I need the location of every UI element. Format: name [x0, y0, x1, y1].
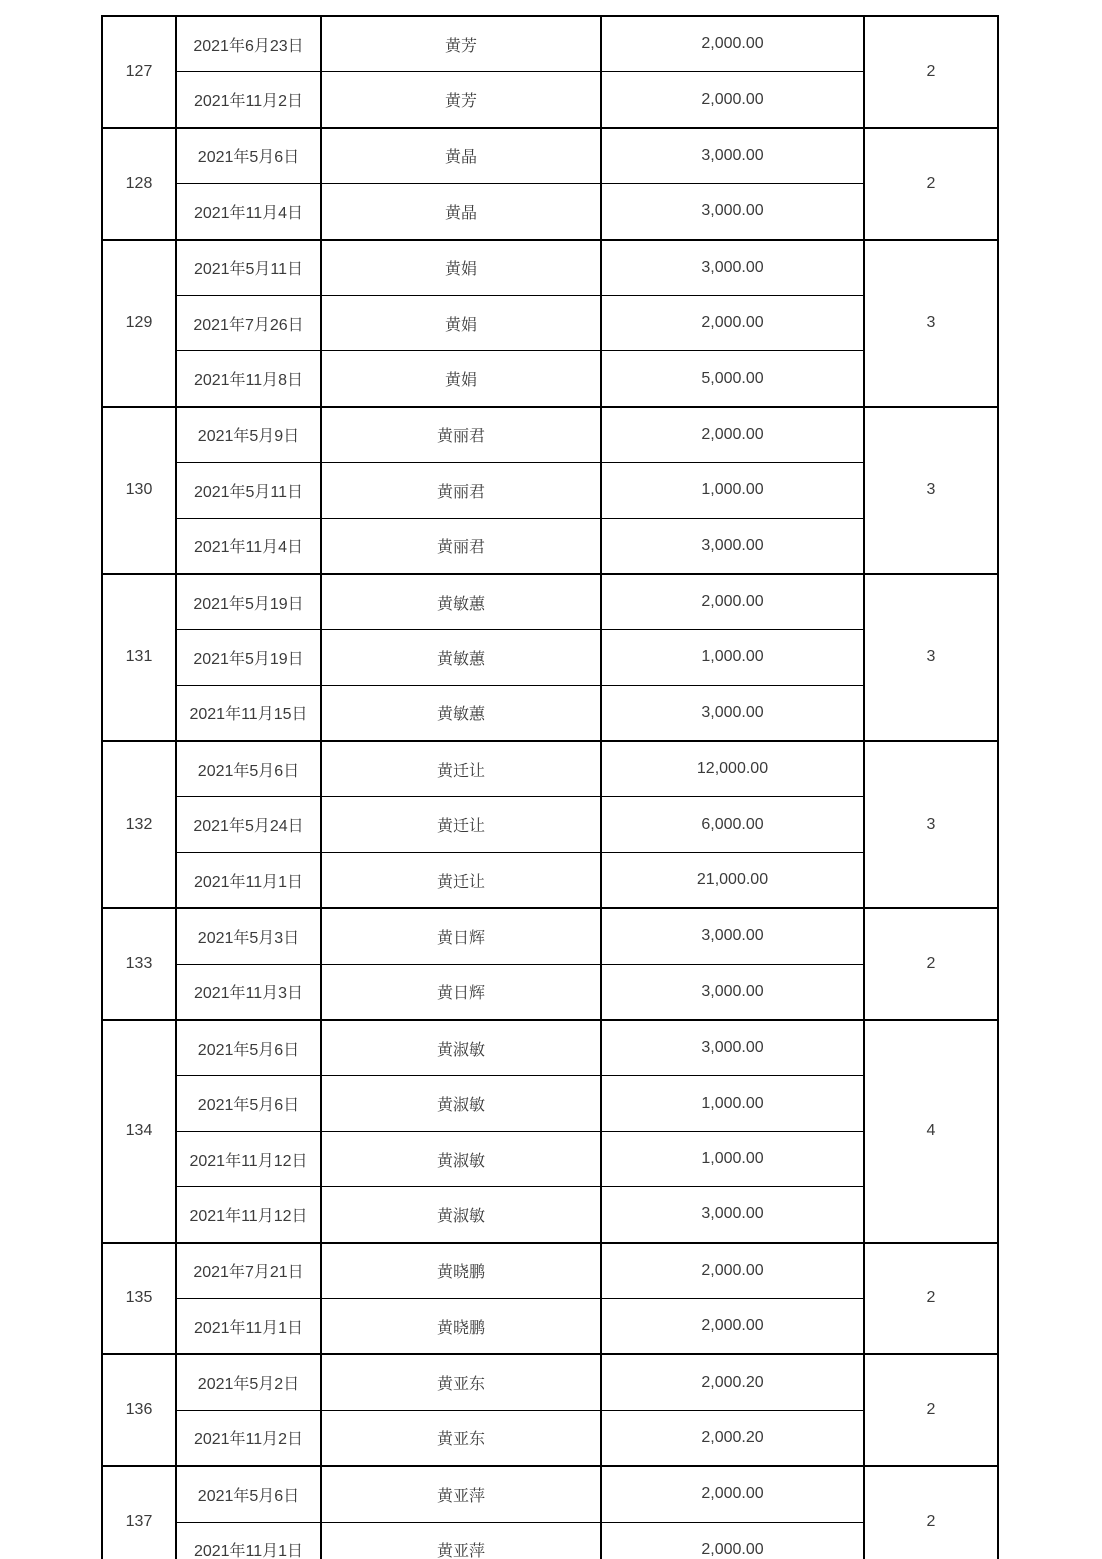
- table-row: [102, 184, 998, 240]
- amount-cell: 2,000.00: [601, 16, 864, 72]
- row-index-cell: 127: [102, 16, 176, 128]
- count-cell: 3: [864, 741, 998, 908]
- amount-cell: 2,000.00: [601, 407, 864, 463]
- name-cell: 黄敏蕙: [321, 630, 601, 685]
- count-cell: 2: [864, 16, 998, 128]
- row-index-cell: 135: [102, 1243, 176, 1355]
- row-index-cell: 131: [102, 574, 176, 741]
- table-row: [102, 463, 998, 518]
- date-cell: 2021年11月4日: [176, 518, 321, 574]
- name-cell: 黄亚萍: [321, 1466, 601, 1522]
- date-cell: 2021年5月11日: [176, 463, 321, 518]
- count-cell: 2: [864, 1354, 998, 1466]
- amount-cell: 2,000.00: [601, 1522, 864, 1559]
- name-cell: 黄晶: [321, 184, 601, 240]
- date-cell: 2021年5月9日: [176, 407, 321, 463]
- row-index-cell: 130: [102, 407, 176, 574]
- date-cell: 2021年11月1日: [176, 1522, 321, 1559]
- name-cell: 黄日辉: [321, 908, 601, 964]
- name-cell: 黄丽君: [321, 463, 601, 518]
- name-cell: 黄淑敏: [321, 1187, 601, 1243]
- amount-cell: 1,000.00: [601, 1131, 864, 1186]
- table-row: [102, 741, 998, 797]
- table-row: [102, 964, 998, 1020]
- date-cell: 2021年5月11日: [176, 240, 321, 296]
- count-cell: 2: [864, 1466, 998, 1559]
- table-row: [102, 1466, 998, 1522]
- table-row: [102, 351, 998, 407]
- count-cell: 3: [864, 407, 998, 574]
- table-row: [102, 1522, 998, 1559]
- table-row: [102, 1187, 998, 1243]
- date-cell: 2021年5月6日: [176, 1020, 321, 1076]
- table-row: [102, 797, 998, 852]
- name-cell: 黄晓鹏: [321, 1243, 601, 1299]
- table-row: [102, 574, 998, 630]
- name-cell: 黄迁让: [321, 741, 601, 797]
- date-cell: 2021年5月19日: [176, 630, 321, 685]
- amount-cell: 2,000.00: [601, 72, 864, 128]
- amount-cell: 3,000.00: [601, 685, 864, 741]
- name-cell: 黄敏蕙: [321, 685, 601, 741]
- amount-cell: 1,000.00: [601, 1076, 864, 1131]
- date-cell: 2021年5月2日: [176, 1354, 321, 1410]
- row-index-cell: 137: [102, 1466, 176, 1559]
- amount-cell: 2,000.00: [601, 295, 864, 350]
- date-cell: 2021年7月21日: [176, 1243, 321, 1299]
- date-cell: 2021年5月6日: [176, 741, 321, 797]
- table-row: [102, 72, 998, 128]
- payment-records-table-body: [102, 16, 998, 1559]
- amount-cell: 3,000.00: [601, 128, 864, 184]
- amount-cell: 21,000.00: [601, 852, 864, 908]
- amount-cell: 1,000.00: [601, 463, 864, 518]
- amount-cell: 2,000.00: [601, 574, 864, 630]
- amount-cell: 3,000.00: [601, 1187, 864, 1243]
- name-cell: 黄敏蕙: [321, 574, 601, 630]
- name-cell: 黄丽君: [321, 407, 601, 463]
- date-cell: 2021年5月19日: [176, 574, 321, 630]
- row-index-cell: 128: [102, 128, 176, 240]
- amount-cell: 6,000.00: [601, 797, 864, 852]
- amount-cell: 2,000.20: [601, 1354, 864, 1410]
- row-index-cell: 133: [102, 908, 176, 1020]
- date-cell: 2021年11月2日: [176, 1410, 321, 1466]
- name-cell: 黄芳: [321, 72, 601, 128]
- table-row: [102, 240, 998, 296]
- amount-cell: 12,000.00: [601, 741, 864, 797]
- table-row: [102, 1020, 998, 1076]
- table-row: [102, 295, 998, 350]
- count-cell: 3: [864, 574, 998, 741]
- name-cell: 黄迁让: [321, 797, 601, 852]
- date-cell: 2021年11月2日: [176, 72, 321, 128]
- table-row: [102, 1410, 998, 1466]
- table-row: [102, 16, 998, 72]
- date-cell: 2021年5月3日: [176, 908, 321, 964]
- amount-cell: 3,000.00: [601, 964, 864, 1020]
- table-row: [102, 630, 998, 685]
- date-cell: 2021年11月4日: [176, 184, 321, 240]
- row-index-cell: 132: [102, 741, 176, 908]
- count-cell: 3: [864, 240, 998, 407]
- name-cell: 黄亚东: [321, 1410, 601, 1466]
- count-cell: 2: [864, 128, 998, 240]
- name-cell: 黄晓鹏: [321, 1298, 601, 1354]
- amount-cell: 1,000.00: [601, 630, 864, 685]
- date-cell: 2021年6月23日: [176, 16, 321, 72]
- name-cell: 黄娟: [321, 240, 601, 296]
- date-cell: 2021年5月24日: [176, 797, 321, 852]
- name-cell: 黄淑敏: [321, 1020, 601, 1076]
- table-row: [102, 908, 998, 964]
- amount-cell: 3,000.00: [601, 240, 864, 296]
- amount-cell: 3,000.00: [601, 1020, 864, 1076]
- amount-cell: 5,000.00: [601, 351, 864, 407]
- count-cell: 4: [864, 1020, 998, 1243]
- table-row: [102, 1131, 998, 1186]
- date-cell: 2021年11月12日: [176, 1187, 321, 1243]
- name-cell: 黄娟: [321, 351, 601, 407]
- name-cell: 黄淑敏: [321, 1076, 601, 1131]
- table-row: [102, 128, 998, 184]
- date-cell: 2021年11月15日: [176, 685, 321, 741]
- amount-cell: 2,000.00: [601, 1243, 864, 1299]
- name-cell: 黄晶: [321, 128, 601, 184]
- name-cell: 黄迁让: [321, 852, 601, 908]
- date-cell: 2021年5月6日: [176, 128, 321, 184]
- amount-cell: 3,000.00: [601, 908, 864, 964]
- row-index-cell: 129: [102, 240, 176, 407]
- date-cell: 2021年7月26日: [176, 295, 321, 350]
- table-row: [102, 852, 998, 908]
- table-row: [102, 407, 998, 463]
- table-row: [102, 1298, 998, 1354]
- amount-cell: 2,000.20: [601, 1410, 864, 1466]
- name-cell: 黄淑敏: [321, 1131, 601, 1186]
- row-index-cell: 136: [102, 1354, 176, 1466]
- date-cell: 2021年11月1日: [176, 1298, 321, 1354]
- table-row: [102, 1076, 998, 1131]
- amount-cell: 2,000.00: [601, 1298, 864, 1354]
- table-row: [102, 685, 998, 741]
- name-cell: 黄娟: [321, 295, 601, 350]
- row-index-cell: 134: [102, 1020, 176, 1243]
- date-cell: 2021年11月1日: [176, 852, 321, 908]
- date-cell: 2021年11月3日: [176, 964, 321, 1020]
- count-cell: 2: [864, 908, 998, 1020]
- name-cell: 黄亚东: [321, 1354, 601, 1410]
- date-cell: 2021年5月6日: [176, 1076, 321, 1131]
- payment-records-table: [101, 15, 999, 1559]
- amount-cell: 2,000.00: [601, 1466, 864, 1522]
- date-cell: 2021年11月8日: [176, 351, 321, 407]
- name-cell: 黄亚萍: [321, 1522, 601, 1559]
- amount-cell: 3,000.00: [601, 184, 864, 240]
- date-cell: 2021年5月6日: [176, 1466, 321, 1522]
- name-cell: 黄丽君: [321, 518, 601, 574]
- name-cell: 黄日辉: [321, 964, 601, 1020]
- table-row: [102, 518, 998, 574]
- date-cell: 2021年11月12日: [176, 1131, 321, 1186]
- amount-cell: 3,000.00: [601, 518, 864, 574]
- name-cell: 黄芳: [321, 16, 601, 72]
- table-row: [102, 1354, 998, 1410]
- count-cell: 2: [864, 1243, 998, 1355]
- table-row: [102, 1243, 998, 1299]
